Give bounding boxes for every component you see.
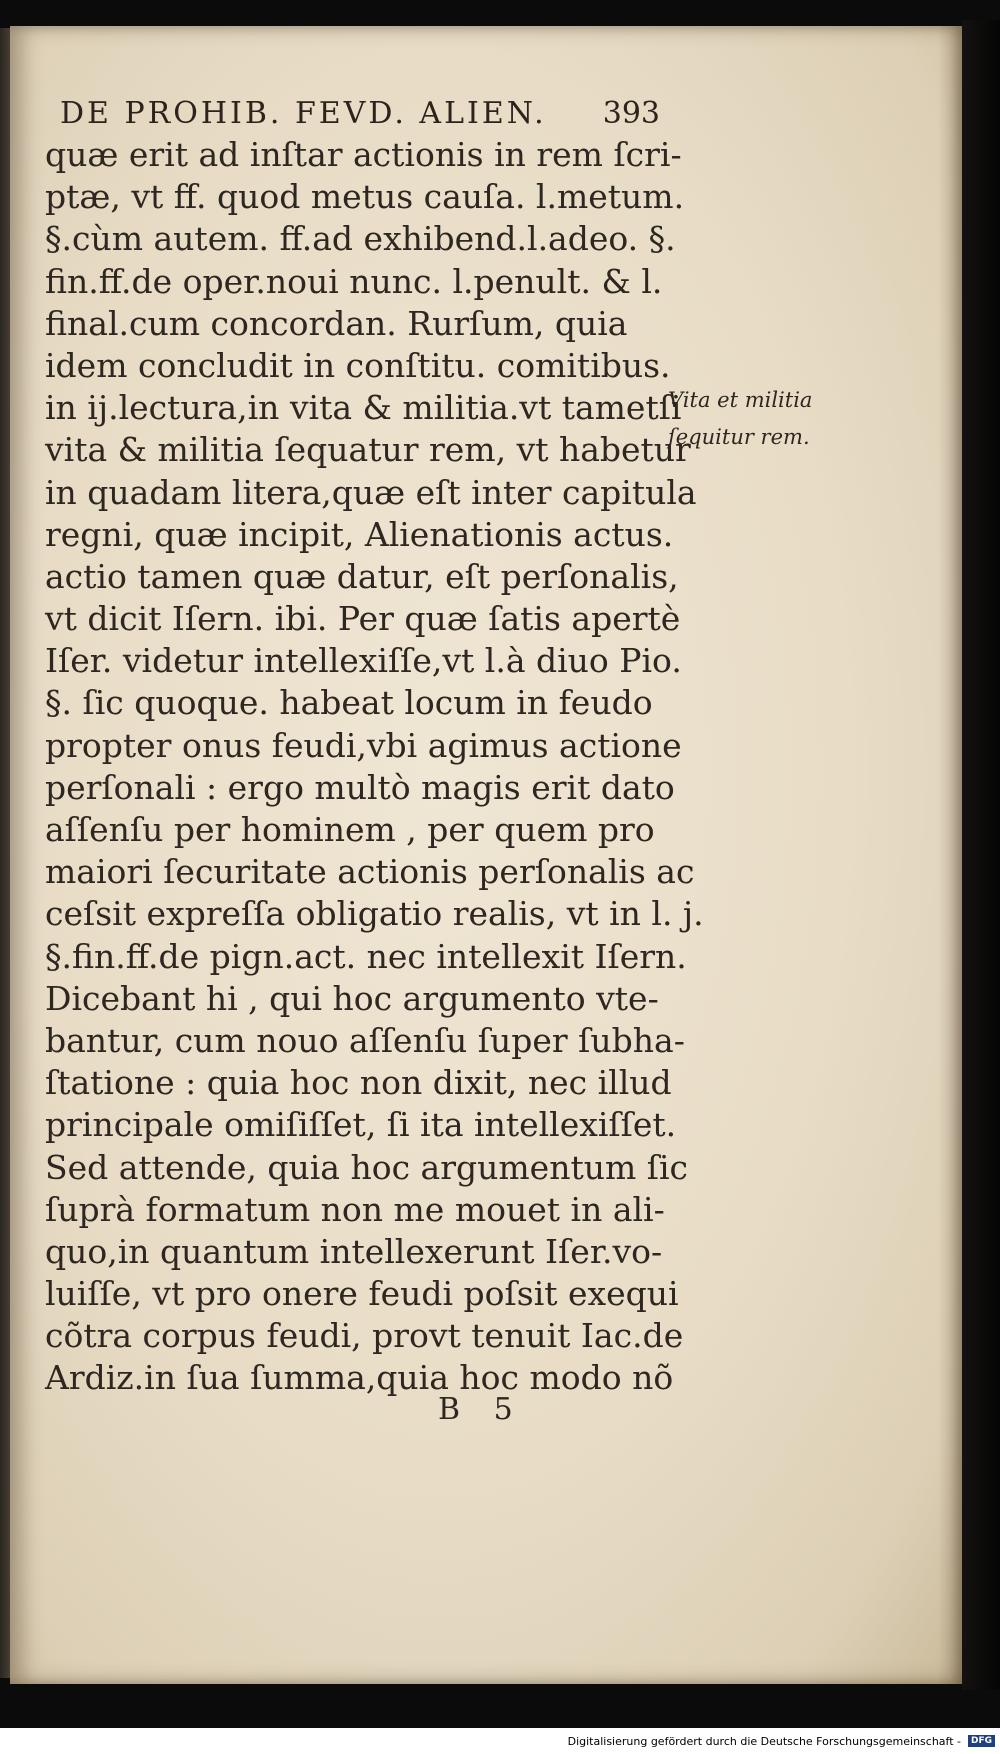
text-line: final.cum concordan. Rurſum, quia [45,303,628,343]
text-line: quæ erit ad inſtar actionis in rem ſcri- [45,135,682,174]
text-line: §.cùm autem. ff.ad exhibend.l.adeo. §. [45,219,676,259]
page-header [60,96,660,131]
page-edge-shadow [962,20,1000,1690]
body-text [45,134,704,1400]
marginal-note-line: ſequitur rem. [668,425,810,449]
text-line: vita & militia ſequatur rem, vt habetur [45,430,691,470]
marginal-note [668,382,848,456]
text-line: luiſſe, vt pro onere feudi poſsit exequi [45,1274,679,1314]
text-line: principale omiſiſſet, ſi ita intellexiſſet. [45,1105,677,1145]
text-line: Iſer. videtur intellexiſſe,vt l.à diuo Pio. [45,641,682,681]
text-line: idem concludit in conſtitu. comitibus. [45,345,671,385]
signature-mark: B 5 [438,1392,525,1427]
text-line: cõtra corpus feudi, provt tenuit Iac.de [45,1316,684,1356]
marginal-note-line: Vita et militia [668,388,813,412]
text-line: actio tamen quæ datur, eſt perſonalis, [45,556,679,596]
text-line: regni, quæ incipit, Alienationis actus. [45,514,674,554]
text-line: in ij.lectura,in vita & militia.vt tametſi [45,388,682,428]
text-line: §.fin.ff.de pign.act. nec intellexit Iſern. [45,936,687,976]
text-line: ſtatione : quia hoc non dixit, nec illud [45,1063,672,1103]
text-line: ceſsit expreſſa obligatio realis, vt in l. j. [45,894,704,934]
text-line: §. ſic quoque. habeat locum in feudo [45,683,653,723]
running-head: DE PROHIB. FEVD. ALIEN. [60,96,547,131]
text-line: propter onus feudi,vbi agimus actione [45,725,682,765]
page-number: 393 [602,96,660,131]
text-line: fin.ff.de oper.noui nunc. l.penult. & l. [45,261,663,301]
text-line: ptæ, vt ff. quod metus cauſa. l.metum. [45,177,685,217]
text-line: perſonali : ergo multò magis erit dato [45,767,675,807]
text-line: maiori ſecuritate actionis perſonalis ac [45,852,695,892]
text-line: ſuprà formatum non me mouet in ali- [45,1189,665,1229]
text-line: bantur, cum nouo aſſenſu ſuper ſubha- [45,1020,685,1060]
text-line: Dicebant hi , qui hoc argumento vte- [45,978,659,1018]
text-line: Ardiz.in ſua ſumma,quia hoc modo nõ [45,1358,674,1398]
funding-note: Digitalisierung gefördert durch die Deutsche Forschungsgemeinschaft - [567,1734,961,1748]
dfg-logo[interactable]: DFG [967,1734,996,1748]
text-line: quo,in quantum intellexerunt Iſer.vo- [45,1231,663,1271]
text-line: in quadam litera,quæ eſt inter capitula [45,472,697,512]
text-line: Sed attende, quia hoc argumentum ſic [45,1147,689,1187]
footer-bar [0,1728,1000,1754]
text-line: aſſenſu per hominem , per quem pro [45,810,655,849]
text-line: vt dicit Iſern. ibi. Per quæ ſatis apertè [45,599,681,639]
